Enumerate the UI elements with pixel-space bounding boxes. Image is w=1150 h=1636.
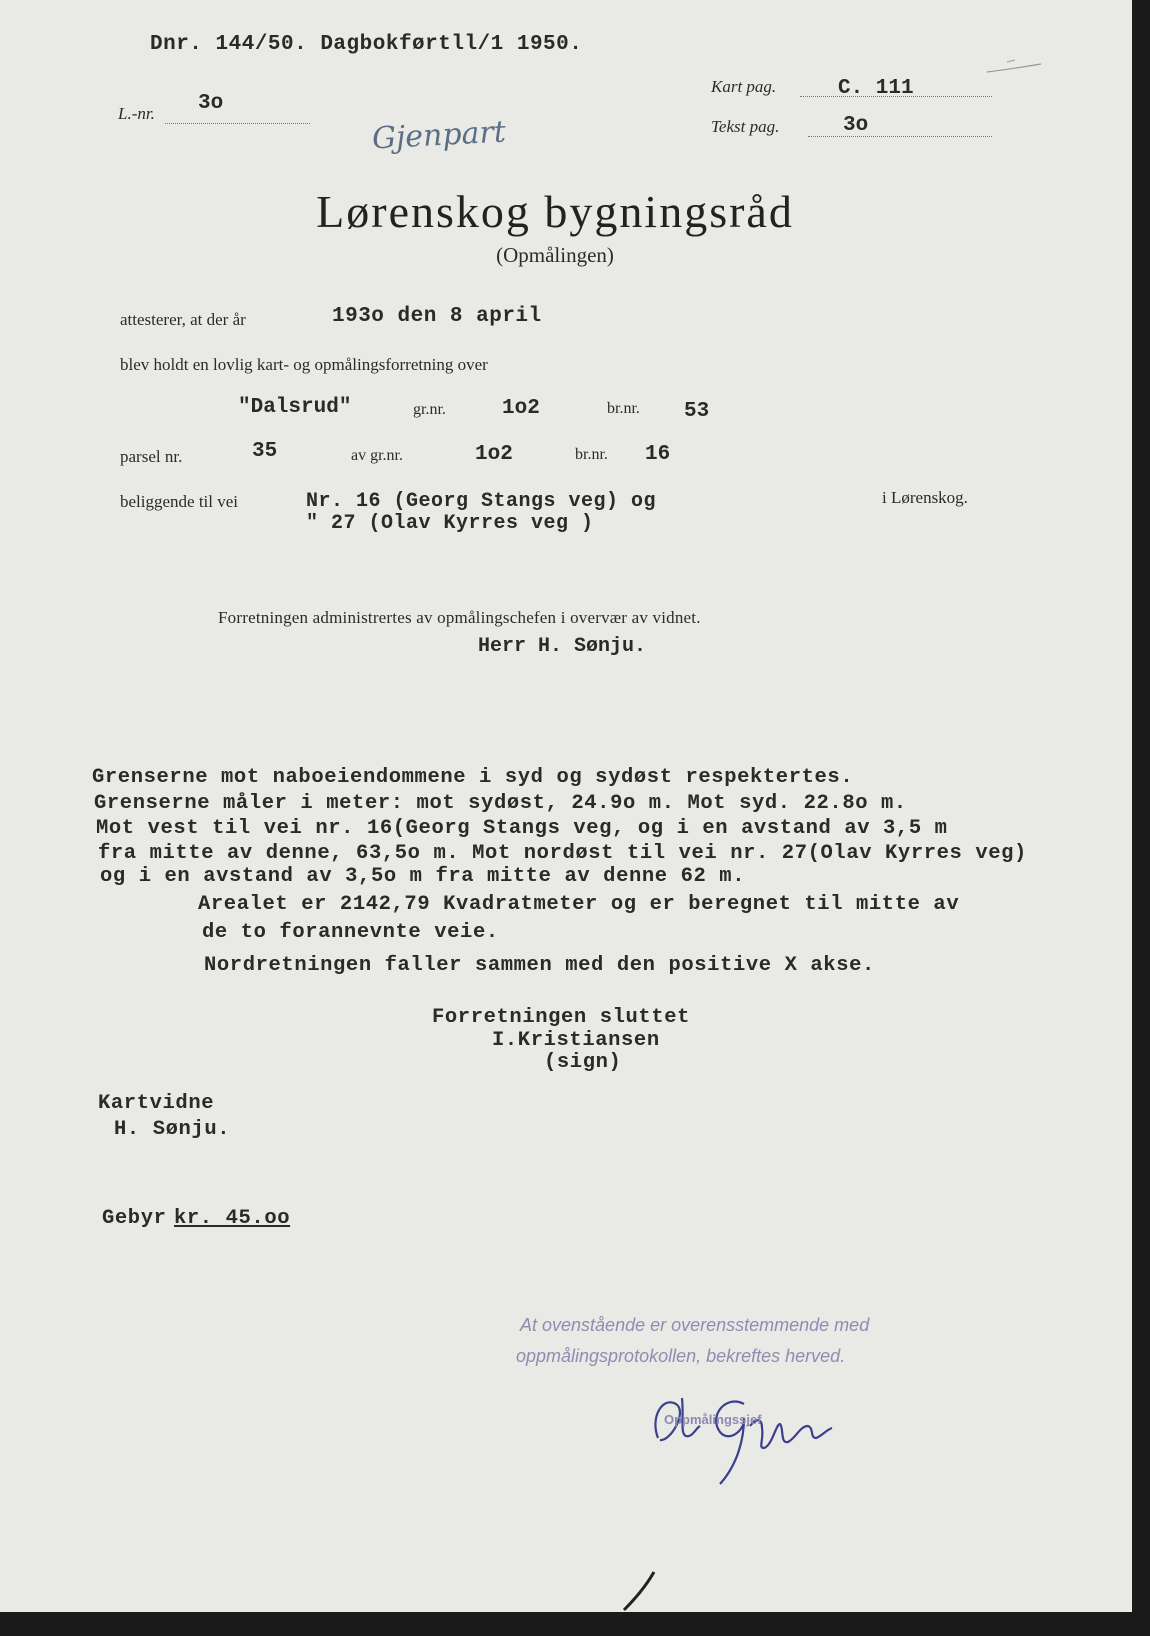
tekst-pag-line — [808, 136, 992, 137]
body-line: Grenserne mot naboeiendommene i syd og sydøst respektertes. — [92, 766, 854, 789]
road-line-2: " 27 (Olav Kyrres veg ) — [306, 512, 594, 535]
page-subtitle: (Opmålingen) — [496, 243, 614, 267]
signature-graphic — [640, 1368, 840, 1488]
body-line: Grenserne måler i meter: mot sydøst, 24.9o m. Mot syd. 22.8o m. — [94, 792, 907, 815]
property-name: "Dalsrud" — [238, 396, 352, 419]
area-line: Arealet er 2142,79 Kvadratmeter og er beregnet til mitte av — [198, 893, 960, 916]
stamp-title: Oppmålingssjef — [664, 1412, 762, 1427]
closing-signer: I.Kristiansen — [492, 1029, 660, 1052]
date-value: 193o den 8 april — [332, 305, 542, 328]
closing-sign: (sign) — [544, 1051, 622, 1074]
stray-pen-mark — [620, 1570, 660, 1612]
kart-pag-label: Kart pag. — [711, 77, 777, 96]
held-text: blev holdt en lovlig kart- og opmålingsforretning over — [120, 355, 488, 374]
grnr-value: 1o2 — [502, 397, 540, 420]
witness-name: Herr H. Sønju. — [478, 635, 647, 658]
diary-number-line: Dnr. 144/50. Dagbokførtll/1 1950. — [150, 33, 583, 56]
grnr-label: gr.nr. — [413, 401, 446, 418]
fee-value: kr. 45.oo — [174, 1207, 291, 1230]
brnr2-label: br.nr. — [575, 446, 608, 463]
brnr-value: 53 — [684, 400, 710, 423]
located-label: beliggende til vei — [120, 492, 239, 511]
closing-line: Forretningen sluttet — [432, 1006, 691, 1029]
administered-text: Forretningen administrertes av opmålingschefen i overvær av vidnet. — [218, 608, 701, 627]
page-title: Lørenskog bygningsråd — [316, 186, 794, 237]
lnr-label: L.-nr. — [118, 104, 155, 123]
area-line: de to forannevnte veie. — [202, 921, 499, 944]
fee-label: Gebyr — [102, 1207, 167, 1230]
attest-label: attesterer, at der år — [120, 310, 246, 329]
av-grnr-value: 1o2 — [475, 443, 513, 466]
parsel-value: 35 — [252, 440, 278, 463]
kartvidne-name: H. Sønju. — [114, 1118, 231, 1141]
tekst-pag-value: 3o — [843, 114, 869, 137]
kartvidne-label: Kartvidne — [98, 1092, 215, 1115]
handwritten-gjenpart: Gjenpart — [371, 114, 507, 157]
brnr2-value: 16 — [645, 443, 671, 466]
municipality: i Lørenskog. — [882, 488, 968, 507]
parsel-label: parsel nr. — [120, 447, 183, 466]
area-line: Nordretningen faller sammen med den positive X akse. — [204, 954, 875, 977]
road-line-1: Nr. 16 (Georg Stangs veg) og — [306, 490, 657, 513]
lnr-line — [165, 123, 310, 124]
body-line: Mot vest til vei nr. 16(Georg Stangs veg, og i en avstand av 3,5 m — [96, 817, 948, 840]
kart-pag-value: C. 111 — [838, 77, 914, 100]
lnr-value: 3o — [198, 92, 224, 115]
body-line: fra mitte av denne, 63,5o m. Mot nordøst til vei nr. 27(Olav Kyrres veg) — [98, 842, 1027, 865]
certification-line-1: At ovenstående er overensstemmende med — [520, 1315, 870, 1335]
certification-line-2: oppmålingsprotokollen, bekreftes herved. — [516, 1346, 846, 1366]
tekst-pag-label: Tekst pag. — [711, 117, 780, 136]
corner-mark — [985, 56, 1045, 86]
av-grnr-label: av gr.nr. — [351, 447, 403, 464]
body-line: og i en avstand av 3,5o m fra mitte av denne 62 m. — [100, 865, 746, 888]
brnr-label: br.nr. — [607, 400, 640, 417]
